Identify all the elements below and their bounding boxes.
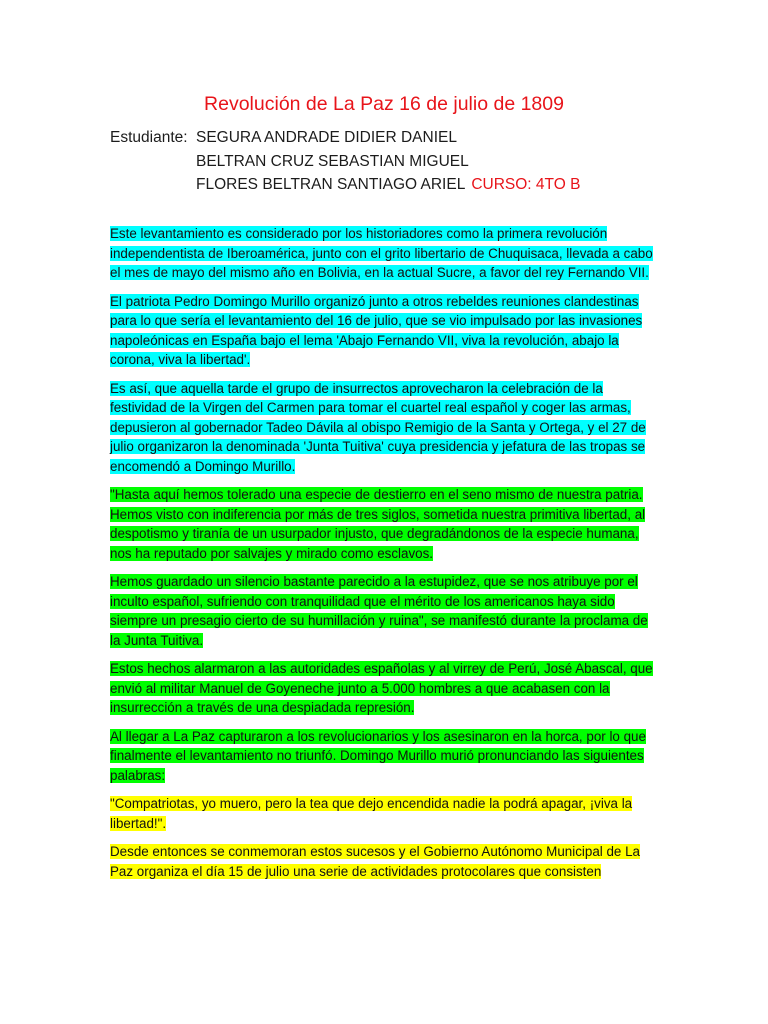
document-body <box>110 224 658 890</box>
paragraph <box>110 292 658 370</box>
paragraph-text: "Hasta aquí hemos tolerado una especie de destierro en el seno mismo de nuestra patria. Hemos visto con indiferencia por más de tres siglos, sometida nuestra primitiva libertad, al despotismo y tiranía de un usurpador injusto, que degradándonos de la especie humana, nos ha reputado por salvajes y mirado como esclavos. <box>110 487 646 561</box>
student-name: FLORES BELTRAN SANTIAGO ARIEL <box>196 176 466 193</box>
paragraph-text: "Compatriotas, yo muero, pero la tea que dejo encendida nadie la podrá apagar, ¡viva la libertad!". <box>110 796 633 831</box>
paragraph <box>110 842 658 881</box>
paragraph <box>110 224 658 283</box>
paragraph-text: El patriota Pedro Domingo Murillo organizó junto a otros rebeldes reuniones clandestinas para lo que sería el levantamiento del 16 de julio, que se vio impulsado por las invasiones napoleónicas en España bajo el lema 'Abajo Fernando VII, viva la revolución, abajo la corona, viva la libertad'. <box>110 293 643 367</box>
paragraph <box>110 794 658 833</box>
paragraph <box>110 659 658 718</box>
paragraph-text: Hemos guardado un silencio bastante parecido a la estupidez, que se nos atribuye por el inculto español, sufriendo con tranquilidad que el mérito de los americanos haya sido siempre un presagio cierto de su humillación y ruina", se manifestó durante la proclama de la Junta Tuitiva. <box>110 574 648 648</box>
paragraph <box>110 485 658 563</box>
paragraph-text: Este levantamiento es considerado por los historiadores como la primera revolución independentista de Iberoamérica, junto con el grito libertario de Chuquisaca, llevada a cabo el mes de mayo del mismo año en Bolivia, en la actual Sucre, a favor del rey Fernando VII. <box>110 226 653 280</box>
paragraph-text: Es así, que aquella tarde el grupo de insurrectos aprovecharon la celebración de la festividad de la Virgen del Carmen para tomar el cuartel real español y coger las armas, depusieron al gobernador Tadeo Dávila al obispo Remigio de la Santa y Ortega, y el 27 de julio organizaron la denominada 'Junta Tuitiva' cuya presidencia y jefatura de las tropas se encomendó a Domingo Murillo. <box>110 380 646 474</box>
student-row-3 <box>110 173 580 197</box>
student-row-1 <box>110 126 580 150</box>
paragraph-text: Al llegar a La Paz capturaron a los revolucionarios y los asesinaron en la horca, por lo que finalmente el levantamiento no triunfó. Domingo Murillo murió pronunciando las siguientes palabras: <box>110 728 646 783</box>
paragraph <box>110 379 658 477</box>
student-list <box>110 126 580 197</box>
paragraph <box>110 572 658 650</box>
document-title: Revolución de La Paz 16 de julio de 1809 <box>204 93 564 115</box>
student-name: BELTRAN CRUZ SEBASTIAN MIGUEL <box>196 152 469 170</box>
paragraph <box>110 727 658 786</box>
course-label: CURSO: 4TO B <box>471 176 581 193</box>
student-row-2 <box>110 150 580 174</box>
student-name: SEGURA ANDRADE DIDIER DANIEL <box>196 129 457 146</box>
student-label: Estudiante: <box>110 129 188 146</box>
paragraph-text: Estos hechos alarmaron a las autoridades españolas y al virrey de Perú, José Abascal, que envió al militar Manuel de Goyeneche junto a 5.000 hombres a que acabasen con la insurrección a través de una despiadada represión. <box>110 661 653 715</box>
paragraph-text: Desde entonces se conmemoran estos sucesos y el Gobierno Autónomo Municipal de La Paz organiza el día 15 de julio una serie de actividades protocolares que consisten <box>110 844 640 879</box>
